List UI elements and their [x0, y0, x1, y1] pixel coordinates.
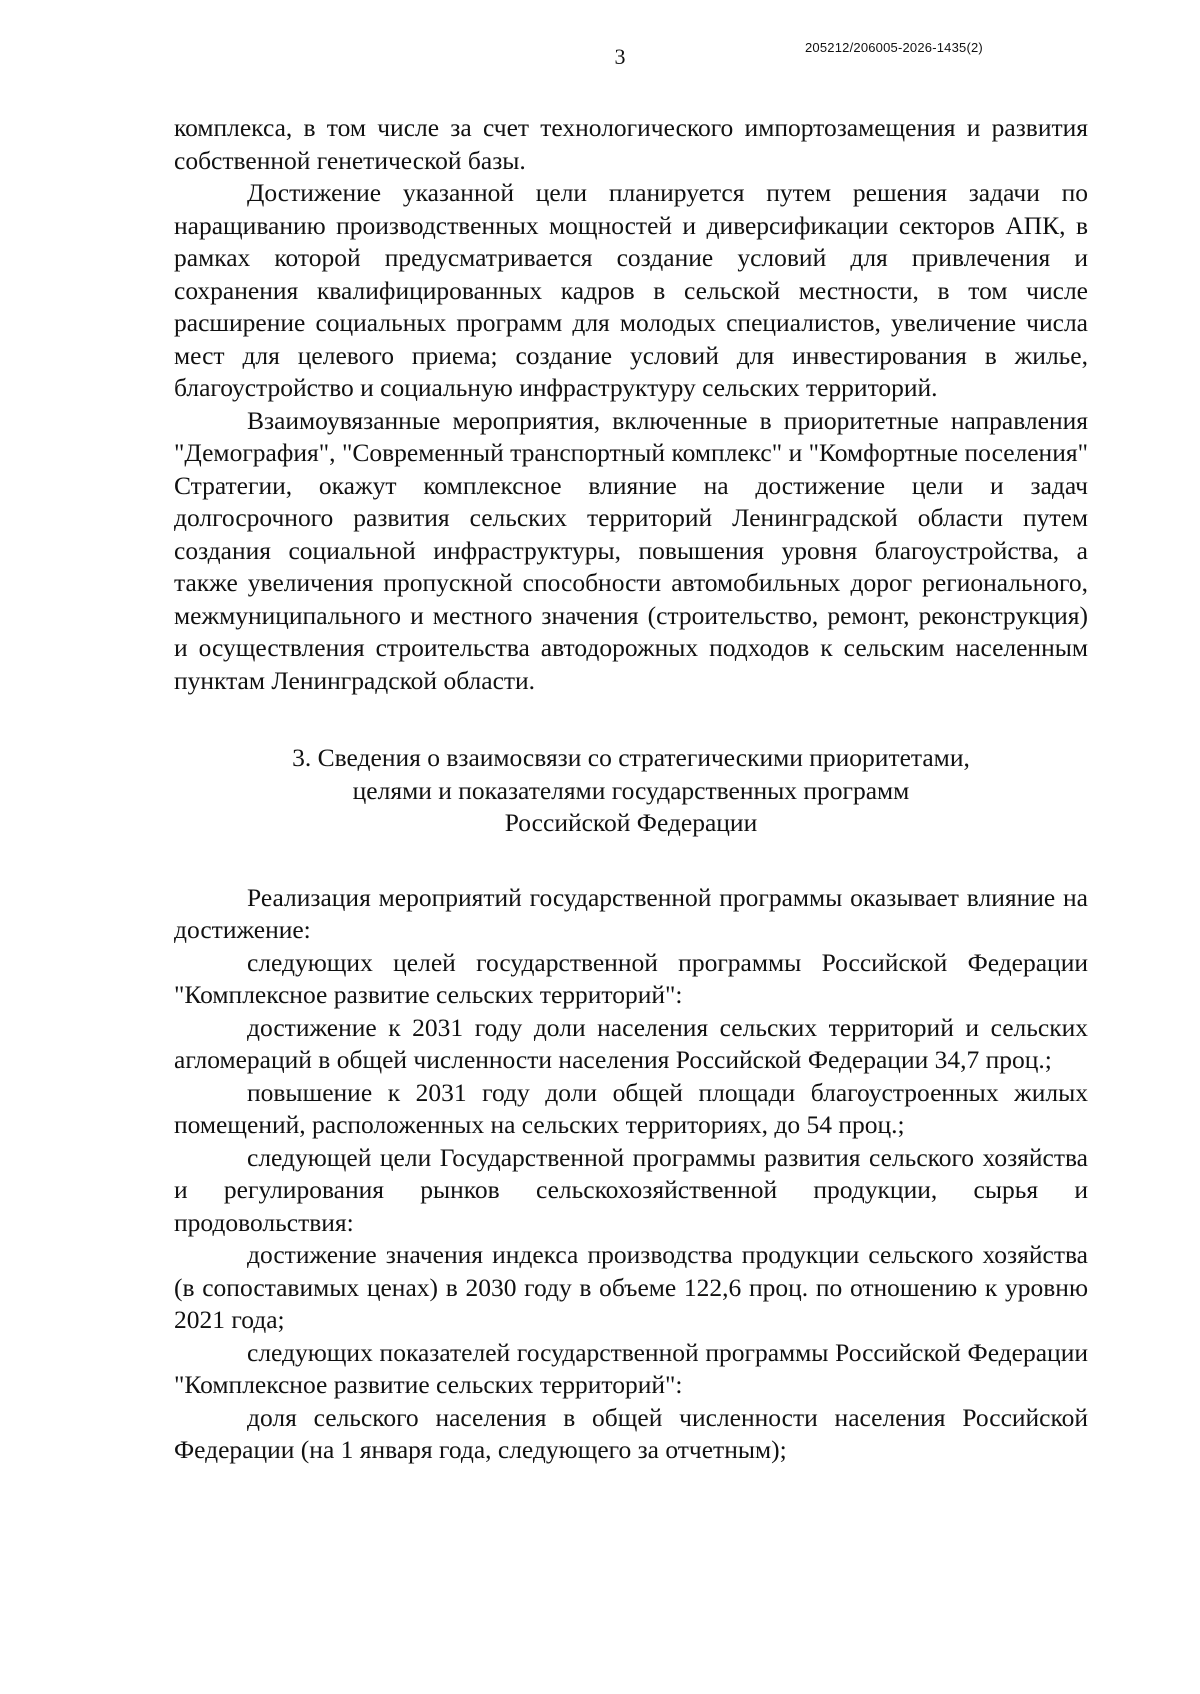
document-code: 205212/206005-2026-1435(2) — [805, 40, 983, 55]
section-heading-line-2: целями и показателями государственных программ — [352, 775, 910, 805]
paragraph-interlinked-measures: Взаимоувязанные мероприятия, включенные в приоритетные направления "Демография", "Современный транспортный комплекс" и "Комфортные поселения" Стратегии, окажут комплексное влияние на достижение цели и задач долгосрочного развития сельских территорий Ленинградской области путем создания социальной инфраструктуры, повышения уровня благоустройства, а также увеличения пропускной способности автомобильных дорог регионального, межмуниципального и местного значения (строительство, ремонт, реконструкция) и осуществления строительства автодорожных подходов к сельским населенным пунктам Ленинградской области. — [174, 405, 1088, 695]
paragraph-implementation: Реализация мероприятий государственной программы оказывает влияние на достижение: — [174, 882, 1088, 944]
page-number: 3 — [614, 44, 626, 69]
paragraph-continuation: комплекса, в том числе за счет технологического импортозамещения и развития собственной генетической базы. — [174, 113, 1088, 175]
section-heading-line-1: 3. Сведения о взаимосвязи со стратегическими приоритетами, — [292, 743, 970, 772]
paragraph-production-index: достижение значения индекса производства продукции сельского хозяйства (в сопоставимых ценах) в 2030 году в объеме 122,6 проц. по отношению к уровню 2021 года; — [174, 1240, 1088, 1334]
paragraph-agriculture-goal: следующей цели Государственной программы развития сельского хозяйства и регулирования рынков сельскохозяйственной продукции, сырья и продовольствия: — [174, 1142, 1088, 1237]
paragraph-federal-goals: следующих целей государственной программы Российской Федерации "Комплексное развитие сельских территорий": — [174, 947, 1088, 1009]
paragraph-goal-achievement: Достижение указанной цели планируется путем решения задачи по наращиванию производственных мощностей и диверсификации секторов АПК, в рамках которой предусматривается создание условий для привлечения и сохранения квалифицированных кадров в сельской местности, в том числе расширение социальных программ для молодых специалистов, увеличение числа мест для целевого приема; создание условий для инвестирования в жилье, благоустройство и социальную инфраструктуру сельских территорий. — [174, 178, 1088, 402]
paragraph-rural-population-share: доля сельского населения в общей численности населения Российской Федерации (на 1 января года, следующего за отчетным); — [174, 1402, 1088, 1464]
paragraph-federal-indicators: следующих показателей государственной программы Российской Федерации "Комплексное развитие сельских территорий": — [174, 1337, 1088, 1399]
document-body — [174, 112, 1088, 1467]
section-heading — [174, 742, 1088, 840]
section-heading-line-3: Российской Федерации — [504, 808, 758, 837]
paragraph-population-share: достижение к 2031 году доли населения сельских территорий и сельских агломераций в общей численности населения Российской Федерации 34,7 проц.; — [174, 1012, 1088, 1074]
paragraph-housing-share: повышение к 2031 году доли общей площади благоустроенных жилых помещений, расположенных на сельских территориях, до 54 проц.; — [174, 1077, 1088, 1139]
